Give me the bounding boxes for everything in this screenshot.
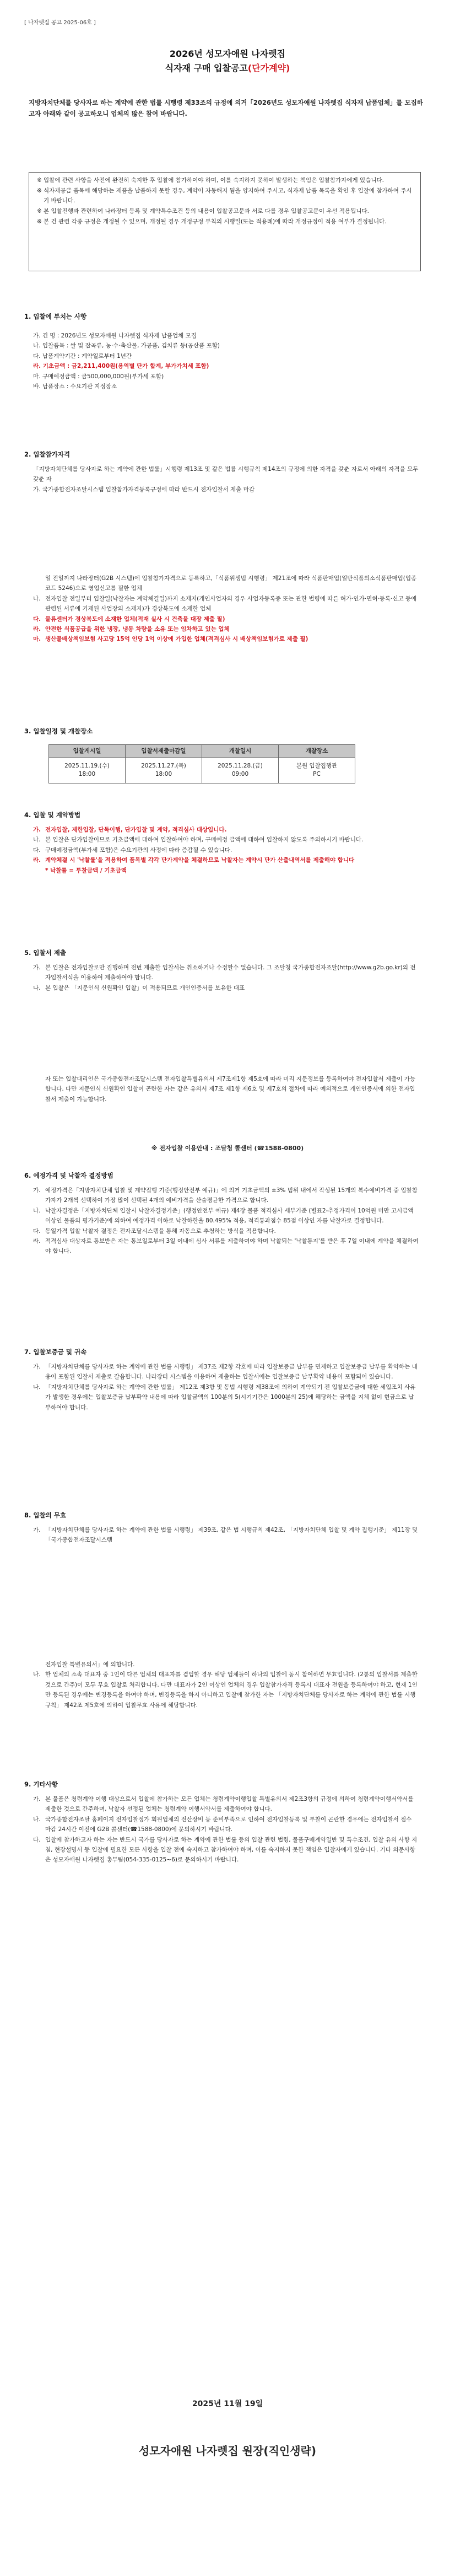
list-item: 바. 납품장소 : 수요기관 지정장소 <box>33 383 117 390</box>
list-item: 다. 동일가격 입찰 낙찰자 결정은 전자조달시스템을 통해 자동으로 추첨하는 방식을 적용합니다. <box>33 1227 276 1235</box>
list-item: 나. 본 입찰은 「지문인식 신원확인 입찰」이 적용되므로 개인인증서를 보유한 대표 <box>33 984 245 991</box>
list-item: 라. 안전한 식품공급을 위한 냉장, 냉동 차량을 소유 또는 임차하고 있는 업체 <box>33 625 230 632</box>
section-7-heading: 7. 입찰보증금 및 귀속 <box>24 1348 87 1356</box>
section-2-heading: 2. 입찰참가자격 <box>24 450 71 458</box>
table-header-cell: 입찰서제출마감일 <box>126 745 202 758</box>
list-item: 나. 본 입찰은 단가입찰이므로 기초금액에 대하여 입찰하여야 하며, 구매예정 금액에 대하여 입찰하지 않도록 주의하시기 바랍니다. <box>33 836 364 844</box>
table-cell: 2025.11.27.(목) 18:00 <box>126 758 202 783</box>
schedule-table <box>48 744 355 783</box>
section-6-list <box>33 1185 419 1257</box>
table-header-cell: 입찰게시일 <box>49 745 126 758</box>
page-subtitle <box>0 62 455 76</box>
list-item: 나. 한 업체의 소속 대표자 중 1인이 다른 업체의 대표자를 겸임할 경우 해당 업체들이 하나의 입찰에 동시 참여하면 무효입니다. (2통의 입찰서를 제출한 것으로 간주)이 모두 무효 입찰로 처리합니다. 다만 대표자가 2인 이상인 업체의 경우 입찰참가자격 등록시 대표자 전원을 등록하여야 하고, 현재 1인만 등록된 경우에는 변경등록을 하여야 하며, 변경등록을 하지 아니하고 입찰에 참가한 자는 「지방자치단체를 당사자로 하는 계약에 관한 법률 시행규칙」 제42조 제5호에 의하여 입찰무효 사유에 해당합니다. <box>33 1671 418 1709</box>
list-item: 다. 납품계약기간 : 계약일로부터 1년간 <box>33 352 132 359</box>
table-cell: 본원 입찰집행관 PC <box>279 758 355 783</box>
section-8-list <box>33 1525 419 1545</box>
list-item: 나. 국가종합전자조달 홈페이지 전자입찰정가 회원업체의 전산장비 등 준비부족으로 인하여 전자입찰등록 및 투찰이 곤란한 경우에는 전자입찰서 접수 마감 24시간 이전에 G2B 콜센터(☎1588-0800)에 문의하시기 바랍니다. <box>33 1816 412 1833</box>
section-1-heading: 1. 입찰에 부치는 사항 <box>24 313 87 320</box>
list-item: 라. 기초금액 : 금2,211,400원(용역별 단가 합계, 부가가치세 포함) <box>33 363 209 370</box>
notice-item: ※ 본 입찰진행과 관련하여 나라장터 등록 및 계약특수조건 등의 내용이 입찰공고문과 서로 다를 경우 입찰공고문이 우선 적용됩니다. <box>37 207 369 214</box>
subtitle-highlight: (단가계약) <box>247 63 290 73</box>
table-header-cell: 개찰장소 <box>279 745 355 758</box>
section-4-list <box>33 825 419 876</box>
list-item: 나. 「지방자치단체를 당사자로 하는 계약에 관한 법률」 제12조 제3항 및 동법 시행령 제38조에 의하여 계약되기 전 입찰보증금에 대한 세입조치 사유가 발생한 경우에는 입찰보증금 납부확약 내용에 따라 입찰금액의 100분의 5(시기기간은 1000분의 25)에 해당하는 금액을 지체 없이 현금으로 납부하여야 합니다. <box>33 1383 416 1411</box>
document-number: [ 나자렛집 공고 2025-06호 ] <box>24 20 96 26</box>
section-9-list <box>33 1794 419 1865</box>
list-item: 다. 구매예정금액(부가세 포함)은 수요기관의 사정에 따라 증감될 수 있습니다. <box>33 846 232 854</box>
section-5-list <box>33 963 419 993</box>
table-row <box>49 758 355 783</box>
list-item: 나. 입찰품목 : 쌀 및 잡곡류, 농·수·축산물, 가공품, 김치류 등(공산품 포함) <box>33 342 220 350</box>
fingerprint-text: 자 또는 입찰대리인은 국가종합전자조달시스템 전자입찰특별유의서 제7조제1항 제5호에 따라 미리 지문정보를 등록하여야 전자입찰서 제출이 가능합니다. 다만 지문인식 신원확인 입찰이 곤란한 자는 같은 유의서 제7조 제1항 제6호 및 제7호의 절차에 따라 예외적으로 개인인증서에 의한 전자입찰서 제출이 가능합니다. <box>45 1076 416 1103</box>
list-item: 가. 「지방자치단체를 당사자로 하는 계약에 관한 법률 시행령」 제37조 제2항 각호에 따라 입찰보증금 납부를 면제하고 입찰보증금 납부를 확약하는 내용이 포함된 입찰서 제출로 갈음합니다. 나라장터 시스템을 이용하여 제출하는 입찰서에는 입찰보증금 납부확약 내용이 포함되어 있습니다. <box>33 1364 418 1381</box>
section-6-heading: 6. 예정가격 및 낙찰자 결정방법 <box>24 1172 113 1179</box>
notice-date: 2025년 11월 19일 <box>192 2400 263 2408</box>
section-4-heading: 4. 입찰 및 계약방법 <box>24 811 81 819</box>
list-item: 라. 계약체결 시 '낙찰률'을 적용하여 품목별 각각 단가계약을 체결하므로 낙찰자는 계약시 단가 산출내역서를 제출해야 합니다 <box>33 857 355 864</box>
intro-paragraph: 지방자치단체를 당사자로 하는 계약에 관한 법률 시행령 제33조의 규정에 의거「2026년도 성모자애원 나자렛집 식자재 납품업체」를 모집하고자 아래와 같이 공고하오니 업체의 많은 참여 바랍니다. <box>29 99 423 118</box>
list-item: 가. 「지방자치단체를 당사자로 하는 계약에 관한 법률 시행령」 제39조, 같은 법 시행규칙 제42조, 「지방자치단체 입찰 및 계약 집행기준」 제11장 및 「국가종합전자조달시스템 <box>33 1527 418 1544</box>
list-item: 다. 입찰에 참가하고자 하는 자는 반드시 국가를 당사자로 하는 계약에 관한 법률 등의 입찰 관련 법령, 물품구매계약일반 및 특수조건, 입찰 유의 사항 지침, 현장설명서 등 입찰에 필요한 모든 사항을 입찰 전에 숙지하고 참가하여야 하며, 이를 숙지하지 못한 책임은 입찰자에게 있습니다. 기타 의문사항은 성모자애원 나자렛집 총무팀(054-335-0125~6)로 문의하시기 바랍니다. <box>33 1836 418 1864</box>
list-item: 나. 낙찰자결정은「지방자치단체 입찰시 낙찰자결정기준」(행정안전부 예규) 제4장 물품 적격심사 세부기준 (별표2-추정가격이 10억원 미만 고시금액 이상인 물품의 평가기준)에 의하여 예정가격 이하로 낙찰하한율 80.495% 적용, 적격통과점수 85점 이상인 자를 낙찰자로 결정합니다. <box>33 1207 414 1225</box>
notice-box <box>29 172 421 271</box>
list-item: 가. 예정가격은「지방자치단체 입찰 및 계약집행 기준(행정안전부 예규)」에 의거 기초금액의 ±3% 범위 내에서 작성된 15개의 복수예비가격 중 입찰참가자가 2개씩 선택하여 가장 많이 선택된 4개의 예비가격을 산술평균한 가격으로 합니다. <box>33 1187 418 1204</box>
list-item: 가. 건 명 : 2026년도 성모자애원 나자렛집 식자재 납품업체 모집 <box>33 332 197 339</box>
list-item: 가. 본 물품은 청렴계약 이행 대상으로서 입찰에 참가하는 모든 업체는 청렴계약이행입찰 특별유의서 제2조3항의 규정에 의하여 청렴계약이행서약서를 제출한 것으로 간주하며, 낙찰자 선정된 업체는 청렴계약 이행서약서를 제출하여야 합니다. <box>33 1796 414 1813</box>
list-item: 나. 전자입찰 전일부터 입찰일(낙찰자는 계약체결일)까지 소재지(개인사업자의 경우 사업자등록증 또는 관한 법령에 따른 허가·인가·면허·등록·신고 등에 관련된 서류에 기재된 사업장의 소재지)가 경상북도에 소재한 업체 <box>33 595 417 613</box>
issuer-signature-line: 성모자애원 나자렛집 원장(직인생략) <box>138 2444 316 2457</box>
bid-rate-formula: * 낙찰률 = 투찰금액 / 기초금액 <box>45 867 127 874</box>
notice-item: ※ 본 건 관련 각종 규정은 개정될 수 있으며, 개정될 경우 개정규정 부칙의 시행일(또는 적용례)에 따라 개정규정이 적용 여부가 결정됩니다. <box>37 218 387 226</box>
notice-item: ※ 입찰에 관련 사항을 사전에 완전히 숙지한 후 입찰에 참가하여야 하며, 이를 숙지하지 못하여 발생하는 책임은 입찰참가자에게 있습니다. <box>37 177 384 184</box>
section-1-list <box>33 331 419 391</box>
page-title: 2026년 성모자애원 나자렛집 <box>169 49 286 59</box>
section-2-intro: 「지방자치단체를 당사자로 하는 계약에 관한 법률」시행령 제13조 및 같은 법률 시행규칙 제14조의 규정에 의한 자격을 갖춘 자로서 아래의 자격을 모두 갖춘 자 가. 국가종합전자조달시스템 입찰참가자격등록규정에 따라 반드시 전자입찰서 제출 마감 <box>33 466 419 493</box>
qualification-text: 일 전일까지 나라장터(G2B 시스템)에 입찰참가자격으로 등록하고,「식품위생법 시행령」 제21조에 따라 식품판매업(일반식품의소식품판매업(업종코드 5246)으로 영업신고를 필한 업체 <box>45 575 417 592</box>
section-5-body <box>33 1074 419 1104</box>
table-header-cell: 개찰일시 <box>202 745 279 758</box>
list-item: 다. 물류센터가 경상북도에 소재한 업체(적재 실사 시 건축물 대장 제출 필) <box>33 615 225 622</box>
section-5-heading: 5. 입찰서 제출 <box>24 949 66 957</box>
continued-text: 전자입찰 특별유의서」에 의합니다. <box>45 1661 135 1668</box>
section-3-heading: 3. 입찰일정 및 개찰장소 <box>24 727 93 735</box>
section-8-heading: 8. 입찰의 무효 <box>24 1511 66 1519</box>
subtitle-text: 식자재 구매 입찰공고 <box>165 63 248 73</box>
list-item: 마. 생산물배상책임보험 사고당 15억 인당 1억 이상에 가입한 업체(적격심사 시 배상책임보험가로 제출 필) <box>33 636 308 643</box>
table-cell: 2025.11.19.(수) 18:00 <box>49 758 126 783</box>
list-item: 라. 적격심사 대상자로 통보받은 자는 통보일로부터 3일 이내에 심사 서류를 제출하여야 하며 낙찰되는 '낙찰통지'를 받은 후 7일 이내에 계약을 체결하여야 합니다. <box>33 1237 419 1255</box>
list-item: 가. 본 입찰은 전자입찰로만 집행하며 전번 제출한 입찰서는 취소하거나 수정할수 없습니다. 그 조달청 국가종합전자조달(http://www.g2b.go.kr)의 전자입찰서식을 이용하여 제출하여야 합니다. <box>33 964 416 981</box>
table-header-row <box>49 745 355 758</box>
g2b-contact-note: ※ 전자입찰 이용안내 : 조달청 콜센터 (☎1588-0800) <box>151 1145 304 1152</box>
section-8-continued <box>33 1660 419 1710</box>
list-item: 마. 구매예정금액 : 금500,000,000원(부가세 포함) <box>33 373 164 380</box>
section-2-body <box>33 573 419 645</box>
table-cell: 2025.11.28.(금) 09:00 <box>202 758 279 783</box>
section-7-list <box>33 1362 419 1413</box>
list-item: 가. 전자입찰, 제한입찰, 단독이행, 단가입찰 및 계약, 적격심사 대상입니다. <box>33 827 227 833</box>
section-9-heading: 9. 기타사항 <box>24 1780 58 1788</box>
notice-item: ※ 식자재공급 품목에 해당하는 제품을 납품하지 못할 경우, 계약이 자동해지 됨을 양지하여 주시고, 식자재 납품 목록을 확인 후 입찰에 참가하여 주시기 바랍니다. <box>37 187 412 204</box>
